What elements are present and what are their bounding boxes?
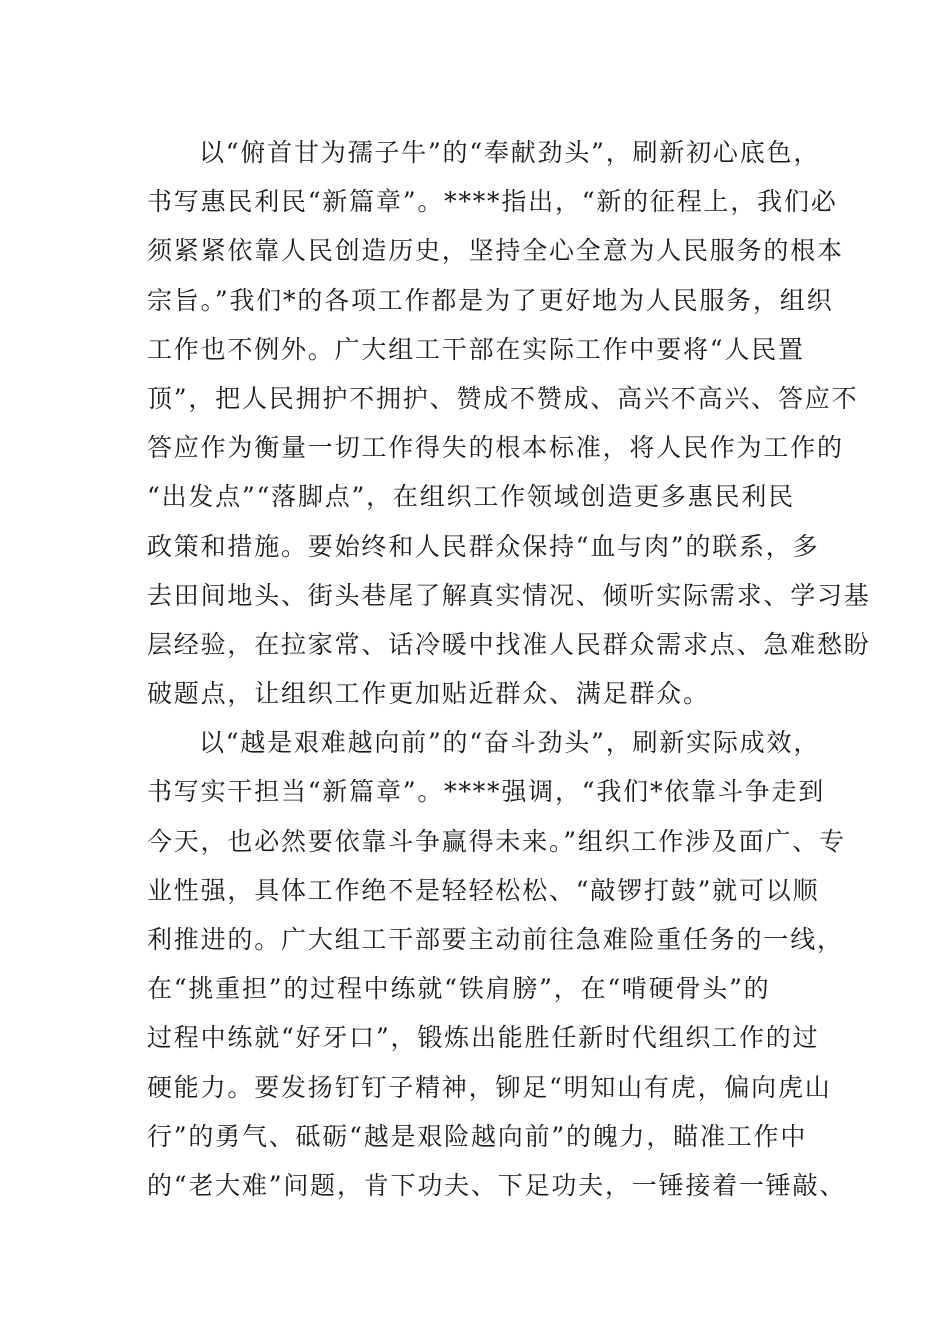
text-line: 书写惠民利民“新篇章”。****指出，“新的征程上，我们必 [147, 187, 838, 217]
text-line: 政策和措施。要始终和人民群众保持“血与肉”的联系，多 [147, 531, 820, 561]
text-line: 工作也不例外。广大组工干部在实际工作中要将“人民置 [147, 334, 805, 364]
text-line: 答应作为衡量一切工作得失的根本标准，将人民作为工作的 [147, 433, 844, 463]
text-line: 以“俯首甘为孺子牛”的“奉献劲头”，刷新初心底色， [199, 138, 821, 167]
text-line: 宗旨。”我们*的各项工作都是为了更好地为人民服务，组织 [147, 285, 834, 315]
text-line: 过程中练就“好牙口”，锻炼出能胜任新时代组织工作的过 [147, 1023, 820, 1053]
text-line: 须紧紧依靠人民创造历史，坚持全心全意为人民服务的根本 [147, 236, 844, 266]
text-line: 硬能力。要发扬钉钉子精神，铆足“明知山有虎，偏向虎山 [147, 1072, 832, 1102]
text-line: 顶”，把人民拥护不拥护、赞成不赞成、高兴不高兴、答应不 [147, 383, 859, 413]
text-line: 破题点，让组织工作更加贴近群众、满足群众。 [147, 679, 710, 709]
document-body [147, 128, 871, 1210]
text-line: 在“挑重担”的过程中练就“铁肩膀”，在“啃硬骨头”的 [147, 974, 771, 1004]
text-line: 行”的勇气、砥砺“越是艰险越向前”的魄力，瞄准工作中 [147, 1121, 808, 1151]
text-line: 今天，也必然要依靠斗争赢得未来。”组织工作涉及面广、专 [147, 826, 846, 856]
text-line: 层经验，在拉家常、话冷暖中找准人民群众需求点、急难愁盼 [147, 629, 871, 659]
paragraph-1 [147, 128, 871, 718]
text-line: 去田间地头、街头巷尾了解真实情况、倾听实际需求、学习基 [147, 580, 871, 610]
text-line: “出发点”“落脚点”，在组织工作领域创造更多惠民利民 [147, 482, 795, 512]
paragraph-2 [147, 718, 847, 1210]
text-line: 书写实干担当“新篇章”。****强调，“我们*依靠斗争走到 [147, 777, 826, 807]
text-line: 以“越是艰难越向前”的“奋斗劲头”，刷新实际成效， [199, 728, 821, 758]
text-line: 业性强，具体工作绝不是轻轻松松、“敲锣打鼓”就可以顺 [147, 875, 820, 905]
text-line: 利推进的。广大组工干部要主动前往急难险重任务的一线， [147, 925, 844, 954]
text-line: 的“老大难”问题，肯下功夫、下足功夫，一锤接着一锤敲、 [147, 1170, 847, 1200]
